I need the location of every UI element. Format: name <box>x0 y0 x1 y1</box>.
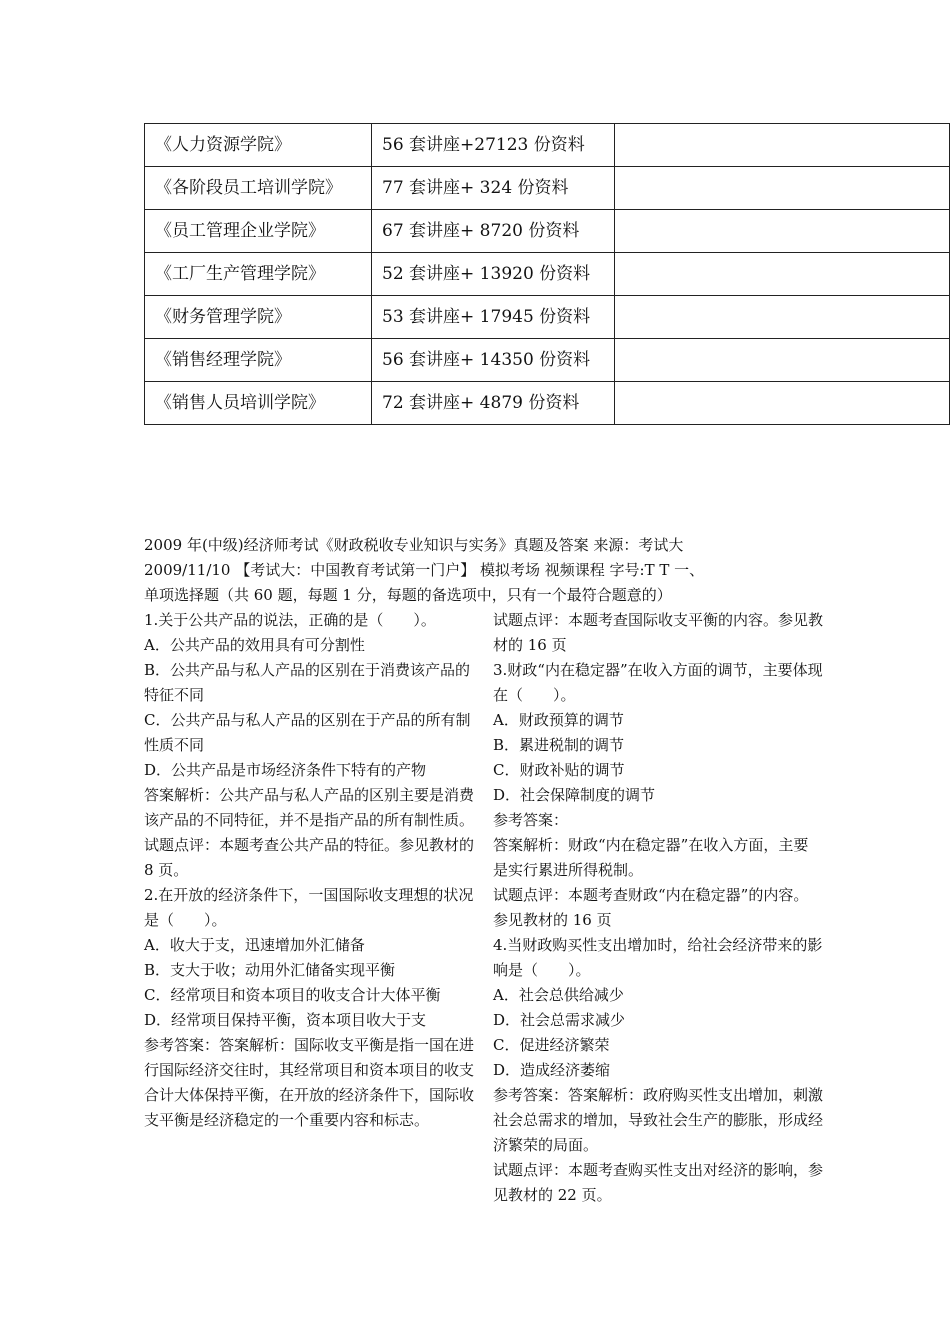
paragraph: 3.财政“内在稳定器”在收入方面的调节，主要体现在（ ）。 <box>493 661 823 704</box>
paragraph: B．公共产品与私人产品的区别在于消费该产品的特征不同 <box>144 661 471 704</box>
left-column <box>144 608 474 1133</box>
paragraph: B．累进税制的调节 <box>493 736 625 754</box>
intro-line-1: 2009 年(中级)经济师考试《财政税收专业知识与实务》真题及答案 来源：考试大 <box>144 536 684 554</box>
paragraph: 参考答案：答案解析：政府购买性支出增加，刺激社会总需求的增加，导致社会生产的膨胀，形成经济繁荣的局面。 <box>493 1086 824 1154</box>
table-cell-content: 67 套讲座+ 8720 份资料 <box>372 210 615 253</box>
paragraph: 参考答案：答案解析：国际收支平衡是指一国在进行国际经济交往时，其经常项目和资本项目的收支合计大体保持平衡，在开放的经济条件下，国际收支平衡是经济稳定的一个重要内容和标志。 <box>144 1036 475 1129</box>
paragraph: C．经常项目和资本项目的收支合计大体平衡 <box>144 986 441 1004</box>
table-cell-name: 《人力资源学院》 <box>145 124 372 167</box>
table-row <box>145 382 950 425</box>
table-row <box>145 339 950 382</box>
paragraph: 参考答案： <box>493 811 569 829</box>
table-row <box>145 296 950 339</box>
catalog-table <box>144 123 950 425</box>
paragraph: 试题点评：本题考查财政“内在稳定器”的内容。参见教材的 16 页 <box>493 886 809 929</box>
paragraph: 4.当财政购买性支出增加时，给社会经济带来的影响是（ ）。 <box>493 936 823 979</box>
table-row <box>145 253 950 296</box>
table-row <box>145 124 950 167</box>
table-cell-content: 53 套讲座+ 17945 份资料 <box>372 296 615 339</box>
intro-line-3: 单项选择题（共 60 题，每题 1 分，每题的备选项中，只有一个最符合题意的） <box>144 586 672 604</box>
paragraph: A．收大于支，迅速增加外汇储备 <box>144 936 365 954</box>
table-cell-name: 《各阶段员工培训学院》 <box>145 167 372 210</box>
table-cell-name: 《财务管理学院》 <box>145 296 372 339</box>
table-cell-extra <box>615 382 950 425</box>
table-cell-extra <box>615 339 950 382</box>
paragraph: D．造成经济萎缩 <box>493 1061 611 1079</box>
paragraph: C．公共产品与私人产品的区别在于产品的所有制性质不同 <box>144 711 471 754</box>
paragraph: C．促进经济繁荣 <box>493 1036 610 1054</box>
paragraph: B．支大于收；动用外汇储备实现平衡 <box>144 961 396 979</box>
table-cell-content: 56 套讲座+ 14350 份资料 <box>372 339 615 382</box>
paragraph: 2.在开放的经济条件下，一国国际收支理想的状况是（ ）。 <box>144 886 474 929</box>
table-cell-extra <box>615 124 950 167</box>
paragraph: 1.关于公共产品的说法，正确的是（ ）。 <box>144 611 436 629</box>
table-cell-name: 《员工管理企业学院》 <box>145 210 372 253</box>
paragraph: 试题点评：本题考查公共产品的特征。参见教材的 8 页。 <box>144 836 475 879</box>
paragraph: A．财政预算的调节 <box>493 711 624 729</box>
table-cell-content: 56 套讲座+27123 份资料 <box>372 124 615 167</box>
table-cell-content: 77 套讲座+ 324 份资料 <box>372 167 615 210</box>
right-column <box>493 608 823 1208</box>
intro-line-2: 2009/11/10 【考试大：中国教育考试第一门户】 模拟考场 视频课程 字号:T T 一、 <box>144 561 705 579</box>
paragraph: D．社会总需求减少 <box>493 1011 626 1029</box>
table-cell-name: 《工厂生产管理学院》 <box>145 253 372 296</box>
table-cell-content: 52 套讲座+ 13920 份资料 <box>372 253 615 296</box>
paragraph: D．社会保障制度的调节 <box>493 786 656 804</box>
table-cell-extra <box>615 167 950 210</box>
paragraph: D．公共产品是市场经济条件下特有的产物 <box>144 761 427 779</box>
paragraph: D．经常项目保持平衡，资本项目收大于支 <box>144 1011 427 1029</box>
paragraph: 答案解析：公共产品与私人产品的区别主要是消费该产品的不同特征，并不是指产品的所有制性质。 <box>144 786 475 829</box>
table-cell-extra <box>615 296 950 339</box>
table-row <box>145 210 950 253</box>
paragraph: A．公共产品的效用具有可分割性 <box>144 636 365 654</box>
paragraph: C．财政补贴的调节 <box>493 761 625 779</box>
table-row <box>145 167 950 210</box>
table-cell-extra <box>615 210 950 253</box>
paragraph: 答案解析：财政“内在稳定器”在收入方面，主要是实行累进所得税制。 <box>493 836 809 879</box>
paragraph: A．社会总供给减少 <box>493 986 624 1004</box>
paragraph: 试题点评：本题考查国际收支平衡的内容。参见教材的 16 页 <box>493 611 824 654</box>
table-cell-extra <box>615 253 950 296</box>
paragraph: 试题点评：本题考查购买性支出对经济的影响，参见教材的 22 页。 <box>493 1161 824 1204</box>
table-cell-content: 72 套讲座+ 4879 份资料 <box>372 382 615 425</box>
table-cell-name: 《销售经理学院》 <box>145 339 372 382</box>
table-cell-name: 《销售人员培训学院》 <box>145 382 372 425</box>
